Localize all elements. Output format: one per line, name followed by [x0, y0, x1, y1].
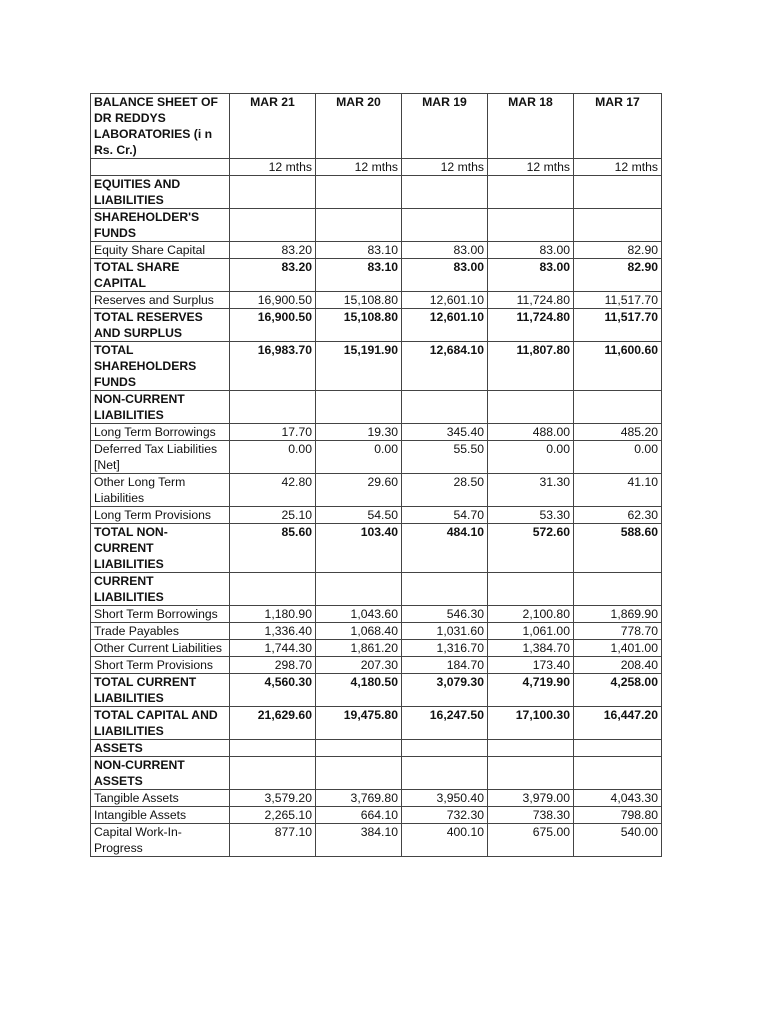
value-cell: 738.30 — [488, 807, 574, 824]
section-row — [91, 176, 662, 209]
value-cell — [402, 209, 488, 242]
row-label: TOTAL SHARE CAPITAL — [91, 259, 230, 292]
row-label: Deferred Tax Liabilities [Net] — [91, 441, 230, 474]
value-cell: 298.70 — [230, 657, 316, 674]
table-row — [91, 640, 662, 657]
value-cell — [488, 209, 574, 242]
value-cell: 12 mths — [230, 159, 316, 176]
value-cell — [316, 391, 402, 424]
value-cell — [230, 209, 316, 242]
row-label: Trade Payables — [91, 623, 230, 640]
table-row — [91, 441, 662, 474]
value-cell: 184.70 — [402, 657, 488, 674]
section-row — [91, 740, 662, 757]
value-cell — [488, 740, 574, 757]
value-cell: 16,900.50 — [230, 292, 316, 309]
value-cell — [230, 740, 316, 757]
value-cell — [488, 176, 574, 209]
table-row — [91, 159, 662, 176]
value-cell — [488, 573, 574, 606]
value-cell: 16,983.70 — [230, 342, 316, 391]
value-cell: 83.20 — [230, 242, 316, 259]
value-cell — [574, 573, 662, 606]
value-cell: 732.30 — [402, 807, 488, 824]
value-cell: 675.00 — [488, 824, 574, 857]
row-label: SHAREHOLDER'S FUNDS — [91, 209, 230, 242]
value-cell: 3,079.30 — [402, 674, 488, 707]
row-label: Long Term Borrowings — [91, 424, 230, 441]
value-cell: 12,601.10 — [402, 292, 488, 309]
value-cell: 572.60 — [488, 524, 574, 573]
value-cell: 15,191.90 — [316, 342, 402, 391]
row-label: NON-CURRENT LIABILITIES — [91, 391, 230, 424]
value-cell: 12 mths — [574, 159, 662, 176]
year-header: MAR 20 — [316, 94, 402, 159]
value-cell: 4,043.30 — [574, 790, 662, 807]
value-cell — [574, 176, 662, 209]
year-header: MAR 18 — [488, 94, 574, 159]
value-cell: 4,719.90 — [488, 674, 574, 707]
value-cell: 83.10 — [316, 259, 402, 292]
table-row — [91, 424, 662, 441]
year-header: MAR 19 — [402, 94, 488, 159]
value-cell: 0.00 — [230, 441, 316, 474]
value-cell: 55.50 — [402, 441, 488, 474]
value-cell: 12,684.10 — [402, 342, 488, 391]
table-title: BALANCE SHEET OF DR REDDYS LABORATORIES (i n Rs. Cr.) — [91, 94, 230, 159]
value-cell: 1,068.40 — [316, 623, 402, 640]
total-row — [91, 707, 662, 740]
row-label: NON-CURRENT ASSETS — [91, 757, 230, 790]
value-cell: 1,180.90 — [230, 606, 316, 623]
row-label: Capital Work-In-Progress — [91, 824, 230, 857]
table-row — [91, 507, 662, 524]
value-cell: 0.00 — [574, 441, 662, 474]
value-cell — [402, 757, 488, 790]
value-cell: 17.70 — [230, 424, 316, 441]
value-cell — [574, 757, 662, 790]
value-cell: 588.60 — [574, 524, 662, 573]
total-row — [91, 259, 662, 292]
value-cell: 54.50 — [316, 507, 402, 524]
value-cell: 12 mths — [488, 159, 574, 176]
table-row — [91, 657, 662, 674]
row-label: TOTAL CAPITAL AND LIABILITIES — [91, 707, 230, 740]
value-cell: 19,475.80 — [316, 707, 402, 740]
section-row — [91, 209, 662, 242]
row-label: Tangible Assets — [91, 790, 230, 807]
value-cell: 207.30 — [316, 657, 402, 674]
table-row — [91, 807, 662, 824]
value-cell: 28.50 — [402, 474, 488, 507]
section-row — [91, 757, 662, 790]
value-cell: 103.40 — [316, 524, 402, 573]
value-cell: 17,100.30 — [488, 707, 574, 740]
value-cell — [574, 740, 662, 757]
row-label: CURRENT LIABILITIES — [91, 573, 230, 606]
value-cell: 21,629.60 — [230, 707, 316, 740]
row-label: TOTAL CURRENT LIABILITIES — [91, 674, 230, 707]
value-cell — [402, 573, 488, 606]
value-cell: 0.00 — [316, 441, 402, 474]
value-cell: 41.10 — [574, 474, 662, 507]
value-cell: 25.10 — [230, 507, 316, 524]
value-cell — [488, 391, 574, 424]
value-cell: 1,031.60 — [402, 623, 488, 640]
value-cell: 1,061.00 — [488, 623, 574, 640]
table-row — [91, 606, 662, 623]
value-cell: 11,517.70 — [574, 309, 662, 342]
value-cell: 11,600.60 — [574, 342, 662, 391]
value-cell: 1,869.90 — [574, 606, 662, 623]
value-cell: 11,724.80 — [488, 292, 574, 309]
value-cell: 83.00 — [402, 242, 488, 259]
table-row — [91, 623, 662, 640]
value-cell: 19.30 — [316, 424, 402, 441]
row-label: TOTAL RESERVES AND SURPLUS — [91, 309, 230, 342]
total-row — [91, 309, 662, 342]
value-cell: 208.40 — [574, 657, 662, 674]
row-label: Other Long Term Liabilities — [91, 474, 230, 507]
row-label: Equity Share Capital — [91, 242, 230, 259]
value-cell: 82.90 — [574, 242, 662, 259]
row-label — [91, 159, 230, 176]
value-cell: 2,265.10 — [230, 807, 316, 824]
value-cell — [402, 740, 488, 757]
value-cell: 54.70 — [402, 507, 488, 524]
row-label: Short Term Provisions — [91, 657, 230, 674]
value-cell: 53.30 — [488, 507, 574, 524]
value-cell: 31.30 — [488, 474, 574, 507]
row-label: ASSETS — [91, 740, 230, 757]
value-cell: 11,807.80 — [488, 342, 574, 391]
value-cell: 1,043.60 — [316, 606, 402, 623]
value-cell: 488.00 — [488, 424, 574, 441]
year-header: MAR 17 — [574, 94, 662, 159]
value-cell: 798.80 — [574, 807, 662, 824]
value-cell: 1,336.40 — [230, 623, 316, 640]
value-cell: 384.10 — [316, 824, 402, 857]
value-cell: 3,769.80 — [316, 790, 402, 807]
value-cell — [402, 391, 488, 424]
value-cell: 85.60 — [230, 524, 316, 573]
row-label: TOTAL NON-CURRENT LIABILITIES — [91, 524, 230, 573]
value-cell: 12 mths — [402, 159, 488, 176]
value-cell: 83.00 — [488, 242, 574, 259]
value-cell: 1,744.30 — [230, 640, 316, 657]
value-cell: 4,560.30 — [230, 674, 316, 707]
row-label: EQUITIES AND LIABILITIES — [91, 176, 230, 209]
row-label: Short Term Borrowings — [91, 606, 230, 623]
value-cell: 173.40 — [488, 657, 574, 674]
value-cell: 1,316.70 — [402, 640, 488, 657]
table-row — [91, 292, 662, 309]
total-row — [91, 674, 662, 707]
value-cell: 877.10 — [230, 824, 316, 857]
value-cell: 15,108.80 — [316, 292, 402, 309]
value-cell: 83.00 — [488, 259, 574, 292]
value-cell — [316, 573, 402, 606]
value-cell: 42.80 — [230, 474, 316, 507]
value-cell: 29.60 — [316, 474, 402, 507]
value-cell: 778.70 — [574, 623, 662, 640]
balance-sheet-table — [90, 93, 662, 857]
row-label: Reserves and Surplus — [91, 292, 230, 309]
value-cell — [488, 757, 574, 790]
value-cell: 82.90 — [574, 259, 662, 292]
value-cell: 12,601.10 — [402, 309, 488, 342]
row-label: TOTAL SHAREHOLDERS FUNDS — [91, 342, 230, 391]
value-cell: 540.00 — [574, 824, 662, 857]
value-cell: 83.00 — [402, 259, 488, 292]
value-cell: 2,100.80 — [488, 606, 574, 623]
value-cell — [574, 391, 662, 424]
value-cell — [230, 573, 316, 606]
table-row — [91, 790, 662, 807]
value-cell: 3,579.20 — [230, 790, 316, 807]
table-row — [91, 242, 662, 259]
table-row — [91, 474, 662, 507]
value-cell: 484.10 — [402, 524, 488, 573]
value-cell — [574, 209, 662, 242]
value-cell: 16,247.50 — [402, 707, 488, 740]
year-header: MAR 21 — [230, 94, 316, 159]
value-cell: 400.10 — [402, 824, 488, 857]
value-cell: 546.30 — [402, 606, 488, 623]
value-cell — [230, 391, 316, 424]
value-cell — [230, 176, 316, 209]
value-cell: 4,180.50 — [316, 674, 402, 707]
value-cell: 345.40 — [402, 424, 488, 441]
row-label: Other Current Liabilities — [91, 640, 230, 657]
value-cell: 11,724.80 — [488, 309, 574, 342]
value-cell — [402, 176, 488, 209]
value-cell — [316, 176, 402, 209]
value-cell: 1,384.70 — [488, 640, 574, 657]
value-cell: 12 mths — [316, 159, 402, 176]
value-cell: 4,258.00 — [574, 674, 662, 707]
value-cell — [316, 740, 402, 757]
value-cell: 15,108.80 — [316, 309, 402, 342]
value-cell: 11,517.70 — [574, 292, 662, 309]
value-cell — [316, 757, 402, 790]
row-label: Intangible Assets — [91, 807, 230, 824]
value-cell — [230, 757, 316, 790]
section-row — [91, 573, 662, 606]
value-cell: 83.10 — [316, 242, 402, 259]
value-cell: 1,401.00 — [574, 640, 662, 657]
value-cell — [316, 209, 402, 242]
value-cell: 16,447.20 — [574, 707, 662, 740]
value-cell: 62.30 — [574, 507, 662, 524]
value-cell: 3,950.40 — [402, 790, 488, 807]
value-cell: 485.20 — [574, 424, 662, 441]
value-cell: 0.00 — [488, 441, 574, 474]
value-cell: 83.20 — [230, 259, 316, 292]
section-row — [91, 391, 662, 424]
value-cell: 664.10 — [316, 807, 402, 824]
table-row — [91, 824, 662, 857]
row-label: Long Term Provisions — [91, 507, 230, 524]
total-row — [91, 342, 662, 391]
value-cell: 3,979.00 — [488, 790, 574, 807]
header-row — [91, 94, 662, 159]
total-row — [91, 524, 662, 573]
value-cell: 16,900.50 — [230, 309, 316, 342]
value-cell: 1,861.20 — [316, 640, 402, 657]
table-body — [91, 159, 662, 857]
